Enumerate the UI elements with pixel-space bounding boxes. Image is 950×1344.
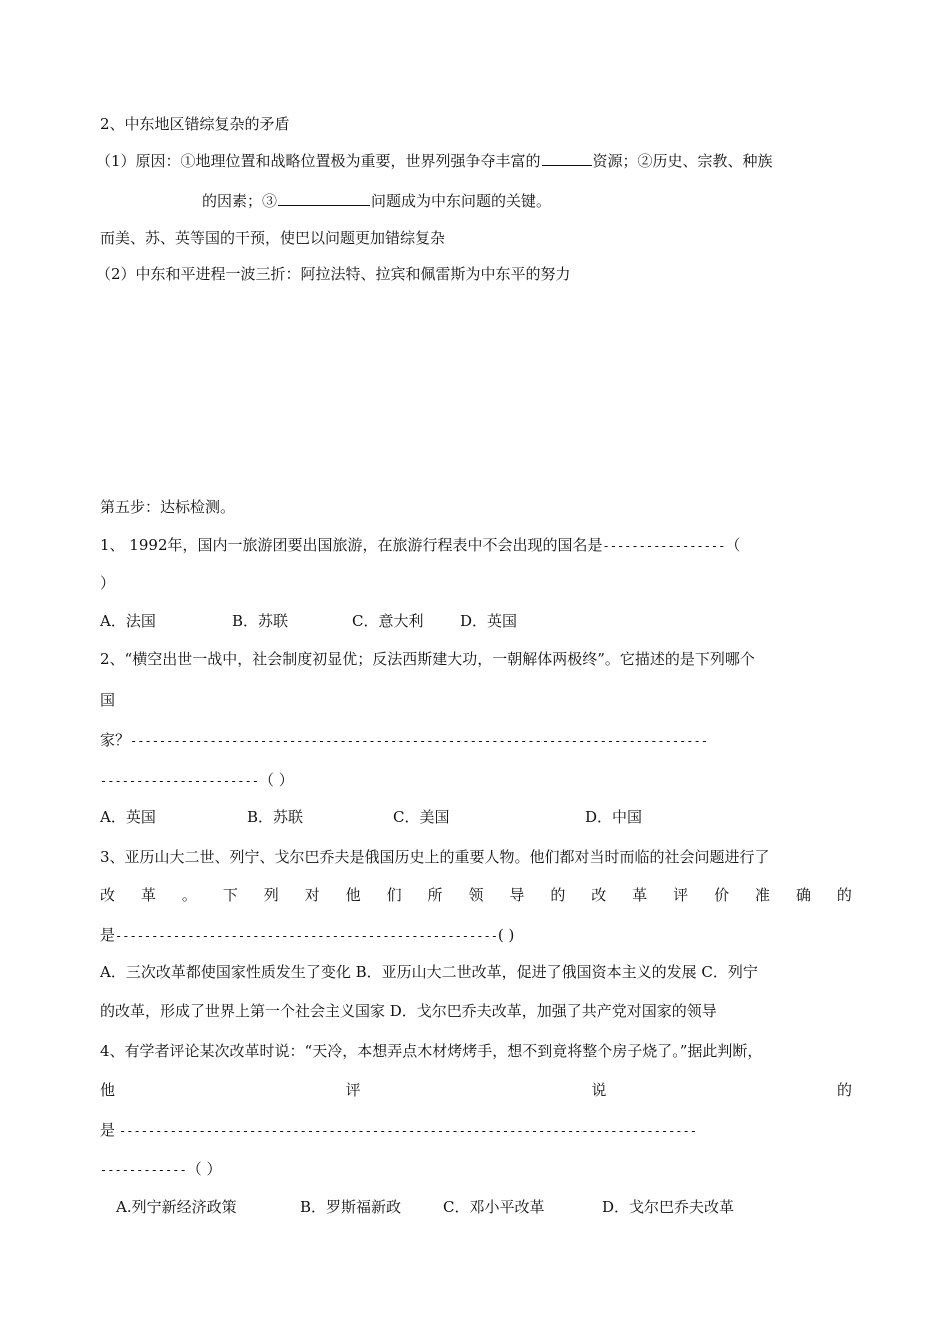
q4-option-a[interactable]: A.列宁新经济政策	[116, 1198, 237, 1216]
question-3-line-3	[100, 925, 514, 946]
question-3-spread-line	[100, 885, 852, 905]
q4-option-d[interactable]: D．戈尔巴乔夫改革	[602, 1198, 735, 1216]
q3-char: 他	[345, 886, 361, 904]
q2-option-d[interactable]: D．中国	[585, 808, 643, 826]
question-4-dashes-1: --------------------------------------------------------------------------------	[119, 1124, 697, 1138]
q3-char: 列	[263, 886, 279, 904]
q1-option-a[interactable]: A．法国	[100, 612, 156, 630]
question-2-text-cont: 国	[100, 691, 116, 709]
question-3-dashes: -----------------------------------------------------	[115, 929, 498, 943]
q3-char: 革	[140, 886, 156, 904]
q3-char: 所	[427, 886, 443, 904]
step5-heading: 第五步：达标检测。	[100, 498, 236, 516]
q4-char: 说	[591, 1081, 607, 1099]
question-1-paren-open: （	[725, 536, 741, 554]
q3-char: 对	[304, 886, 320, 904]
q3-char: 改	[100, 886, 116, 904]
q4-char: 他	[100, 1081, 116, 1099]
q3-char: 确	[795, 886, 811, 904]
question-4-dashes-2: ------------	[100, 1163, 187, 1177]
question-2-line3-prefix: 家？	[100, 731, 131, 749]
q4-option-b[interactable]: B．罗斯福新政	[300, 1198, 402, 1216]
cause-prefix: （1）原因：①地理位置和战略位置极为重要，世界列强争夺丰富的	[96, 152, 541, 170]
q2-option-c[interactable]: C．美国	[393, 808, 450, 826]
q3-char: 。	[181, 886, 197, 904]
q1-option-d[interactable]: D．英国	[460, 612, 518, 630]
question-4-paren: （ ）	[186, 1160, 222, 1178]
q3-char: 评	[673, 886, 689, 904]
question-2-line-4	[100, 770, 294, 791]
question-3-options-line-2[interactable]: 的改革，形成了世界上第一个社会主义国家 D．戈尔巴乔夫改革，加强了共产党对国家的领导	[100, 1002, 717, 1020]
cause-line-2	[202, 191, 551, 211]
section-heading: 2、中东地区错综复杂的矛盾	[100, 115, 290, 133]
q3-char: 的	[836, 886, 852, 904]
q1-option-b[interactable]: B．苏联	[232, 612, 289, 630]
question-2-paren: （ ）	[258, 771, 294, 789]
question-2-text: 2、“横空出世一战中，社会制度初显优；反法西斯建大功，一朝解体两极终”。它描述的是下列哪个	[100, 650, 755, 668]
interference-line: 而美、苏、英等国的干预，使巴以问题更加错综复杂	[100, 229, 446, 247]
q4-char: 的	[836, 1081, 852, 1099]
q3-char: 准	[755, 886, 771, 904]
question-4-line-4	[100, 1159, 221, 1180]
question-1-paren-close: ）	[100, 574, 116, 592]
fill-blank-issue[interactable]	[278, 191, 370, 206]
question-2-dashes-1: --------------------------------------------------------------------------------	[130, 734, 708, 748]
question-4-text: 4、有学者评论某次改革时说：“天冷，本想弄点木材烤烤手，想不到竟将整个房子烧了。”据此判断，	[100, 1042, 763, 1060]
cause-line-1	[96, 151, 773, 171]
q3-char: 价	[714, 886, 730, 904]
q3-char: 们	[386, 886, 402, 904]
q3-char: 革	[632, 886, 648, 904]
question-4-line3-prefix: 是	[100, 1121, 116, 1139]
question-4-spread-line	[100, 1080, 852, 1100]
question-3-text: 3、亚历山大二世、列宁、戈尔巴乔夫是俄国历史上的重要人物。他们都对当时而临的社会问题进行了	[100, 848, 770, 866]
fill-blank-resource[interactable]	[542, 151, 592, 166]
question-3-paren: ( )	[497, 926, 515, 944]
cause-line2-prefix: 的因素；③	[202, 192, 278, 210]
peace-process-line: （2）中东和平进程一波三折：阿拉法特、拉宾和佩雷斯为中东平的努力	[96, 265, 571, 283]
q2-option-a[interactable]: A．英国	[100, 808, 156, 826]
question-1	[100, 535, 740, 556]
question-1-dashes: -----------------	[602, 539, 726, 553]
q3-char: 下	[222, 886, 238, 904]
cause-line2-suffix: 问题成为中东问题的关键。	[371, 192, 552, 210]
q3-char: 的	[550, 886, 566, 904]
question-3-options-line-1[interactable]: A．三次改革都使国家性质发生了变化 B．亚历山大二世改革，促进了俄国资本主义的发展 C．列宁	[100, 963, 758, 981]
question-4-line-3	[100, 1120, 697, 1141]
q3-char: 导	[509, 886, 525, 904]
question-1-text: 1、 1992年，国内一旅游团要出国旅游，在旅游行程表中不会出现的国名是	[100, 536, 603, 554]
q4-char: 评	[345, 1081, 361, 1099]
question-3-line3-prefix: 是	[100, 926, 116, 944]
q2-option-b[interactable]: B．苏联	[247, 808, 304, 826]
question-2-line-3	[100, 730, 708, 751]
q4-option-c[interactable]: C．邓小平改革	[443, 1198, 545, 1216]
q1-option-c[interactable]: C．意大利	[352, 612, 424, 630]
q3-char: 改	[591, 886, 607, 904]
cause-suffix: 资源；②历史、宗教、种族	[592, 152, 773, 170]
q3-char: 领	[468, 886, 484, 904]
question-2-dashes-2: ----------------------	[100, 774, 259, 788]
